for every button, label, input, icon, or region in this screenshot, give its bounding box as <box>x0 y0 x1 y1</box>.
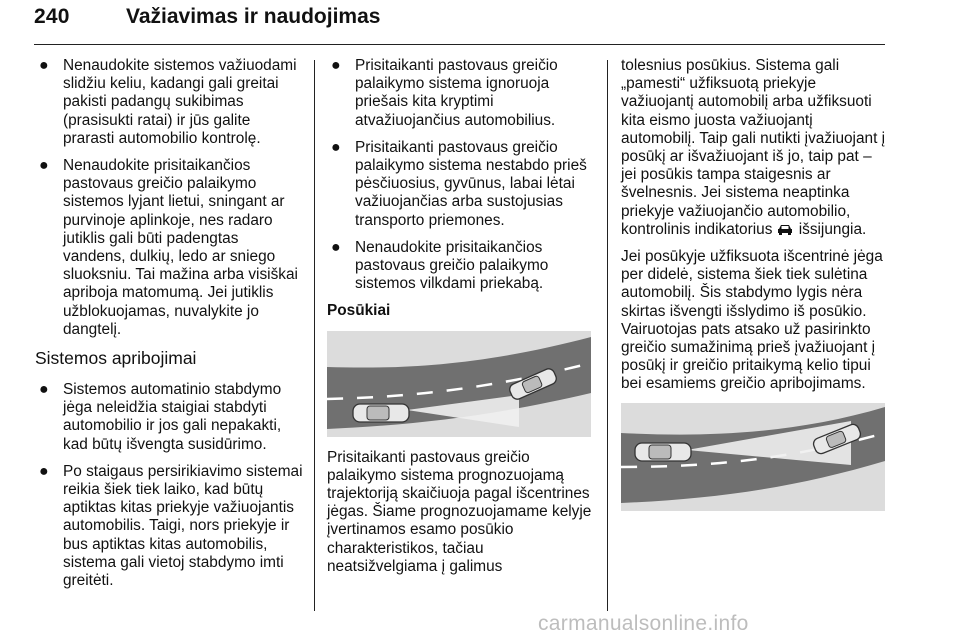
list-item-text: Nenaudokite prisitaikančios pastovaus greičio palaikymo sistemos vilkdami priekabą. <box>355 238 549 293</box>
body-paragraph <box>621 57 887 239</box>
vehicle-ahead-indicator-icon <box>777 222 793 234</box>
bullet-icon: ● <box>331 57 341 74</box>
list-item-text: Sistemos automatinio stabdymo jėga neleidžia staigiai stabdyti automobilio ir jos gali nepakakti, kad būtų išvengta susidūrimo. <box>63 381 282 453</box>
list-item-text: Po staigaus persirikiavimo sistemai reikia šiek tiek laiko, kad būtų aptiktas kitas priekyje važiuojantis automobilis. Taigi, nors priekyje ir bus aptiktas kitas automobilis, sistema gali vietoj stabdymo imti greitėti. <box>63 462 303 590</box>
column-3 <box>621 57 887 511</box>
list-item <box>327 139 597 230</box>
bullet-icon: ● <box>331 238 341 256</box>
list-item <box>327 57 597 130</box>
column-divider-1 <box>314 60 315 611</box>
body-paragraph: Prisitaikanti pastovaus greičio palaikymo sistema prognozuojamą trajektoriją skaičiuoja pagal išcentrines jėgas. Šiame prognozuojamame kelyje įvertinamos esamo posūkio charakteristikos, tačiau neatsižvelgiama į galimus <box>327 448 592 575</box>
paragraph-text: tolesnius posūkius. Sistema gali „pamesti“ užfiksuotą priekyje važiuojantį automobilį arba užfiksuoti kita eismo juosta važiuojantį automobilį. Taip gali nutikti įvažiuojant į posūkį ar išvažiuojant iš jo, taip pat – jei posūkis tampa staigesnis ar švelnesnis. Jei sistema neaptinka priekyje važiuojančio automobilio, kontrolinis indikatorius <box>621 57 886 238</box>
own-car-icon <box>635 443 691 461</box>
paragraph-text: išsijungia. <box>798 220 867 238</box>
page-number: 240 <box>34 5 70 28</box>
header-divider <box>34 44 885 45</box>
column-1 <box>35 57 305 599</box>
list-item <box>327 239 597 294</box>
list-item-text: Prisitaikanti pastovaus greičio palaikymo sistema nestabdo prieš pėsčiuosius, gyvūnus, labai lėtai važiuojančias arba sustojusias transporto priemones. <box>355 138 587 229</box>
list-item-text: Nenaudokite prisitaikančios pastovaus greičio palaikymo sistemos lyjant lietui, sningant ar purvinoje aplinkoje, nes radaro jutiklis gali būti padengtas vandens, dulkių, ledo ar sniego sluoksniu. Tai mažina arba visiškai apriboja matomumą. Jei jutiklis užblokuojamas, nuvalykite jo dangtelį. <box>63 157 298 338</box>
bullet-icon: ● <box>331 138 341 156</box>
list-item-text: Prisitaikanti pastovaus greičio palaikymo sistema ignoruoja priešais kita kryptimi atvažiuojančius automobilius. <box>355 57 558 129</box>
bullet-icon: ● <box>39 462 49 480</box>
own-car-icon <box>353 404 409 422</box>
list-item <box>35 381 305 454</box>
list-item <box>35 463 305 590</box>
watermark: carmanualsonline.info <box>538 612 749 635</box>
bullet-icon: ● <box>39 57 49 74</box>
bullet-icon: ● <box>39 381 49 399</box>
list-item <box>35 157 305 339</box>
curve-illustration <box>621 403 885 511</box>
list-item-text: Nenaudokite sistemos važiuodami slidžiu keliu, kadangi gali greitai pakisti padangų sukibimas (prasisukti ratai) ir jūs galite prarasti automobilio kontrolę. <box>63 57 297 147</box>
list-item <box>35 57 305 148</box>
column-divider-2 <box>607 60 608 611</box>
body-paragraph: Jei posūkyje užfiksuota išcentrinė jėga per didelė, sistema šiek tiek sulėtina automobilį. Šis stabdymo lygis nėra skirtas išvengti išslydimo iš posūkio. Vairuotojas pats atsako už pasirinkto greičio sumažinimą prieš įvažiuojant į posūkį ir greičio pritaikymą kelio tipui bei esamiems greičio apribojimams. <box>621 248 883 393</box>
section-heading: Sistemos apribojimai <box>35 348 197 369</box>
subheading: Posūkiai <box>327 302 391 320</box>
bullet-icon: ● <box>39 157 49 175</box>
page-header <box>34 5 884 45</box>
chapter-title: Važiavimas ir naudojimas <box>126 5 381 28</box>
curve-illustration <box>327 331 591 437</box>
column-2 <box>327 57 597 576</box>
